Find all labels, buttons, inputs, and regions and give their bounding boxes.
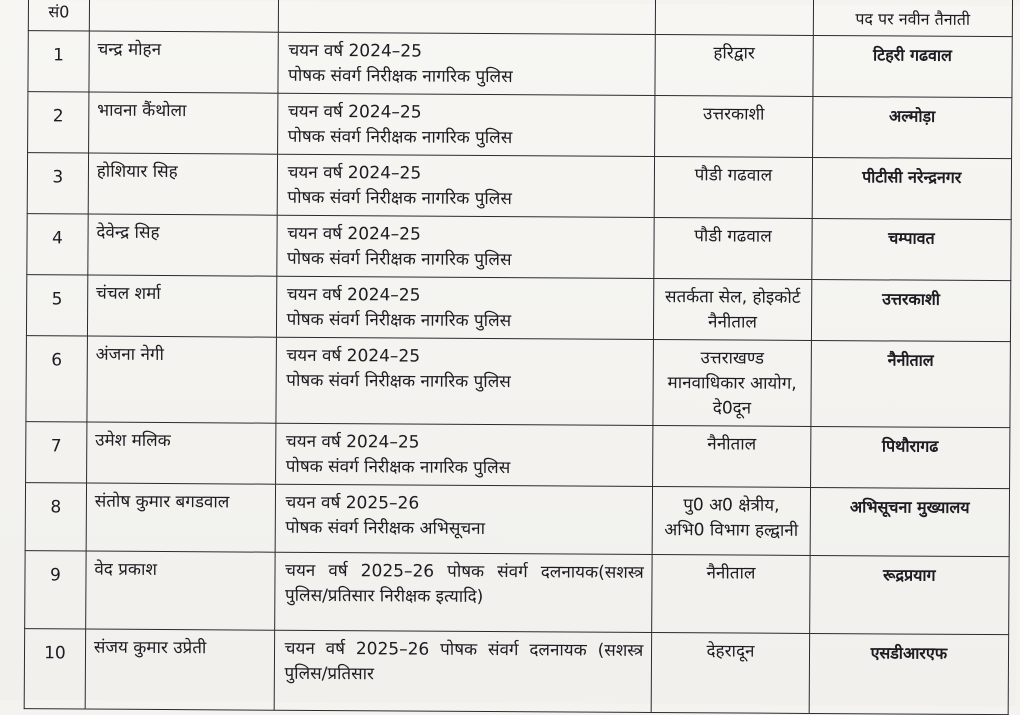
selection-detail	[275, 484, 653, 554]
serial-number: 9	[25, 551, 86, 629]
selection-year: चयन वर्ष 2024–25	[286, 345, 421, 367]
selection-detail	[274, 630, 652, 712]
selection-detail	[276, 215, 654, 278]
header-name	[89, 0, 278, 32]
table-row	[27, 214, 1011, 281]
current-posting: उत्तराखण्ड मानवाधिकार आयोग, दे0दून	[653, 339, 811, 426]
table-row	[25, 483, 1009, 557]
new-posting: अल्मोड़ा	[812, 96, 1012, 158]
table-row	[26, 336, 1011, 428]
header-serial-number: सं0	[28, 0, 89, 31]
new-posting: अभिसूचना मुख्यालय	[810, 487, 1010, 556]
new-posting: रूद्रप्रयाग	[809, 555, 1009, 634]
table-row	[24, 629, 1008, 715]
officer-name: होशियार सिह	[88, 153, 277, 215]
selection-year: चयन वर्ष 2024–25	[286, 284, 421, 306]
new-posting: पिथौरागढ	[810, 426, 1010, 488]
serial-number: 3	[27, 153, 88, 214]
current-posting: पौडी गढवाल	[654, 218, 812, 280]
new-posting: उत्तरकाशी	[811, 279, 1011, 341]
header-current-posting	[656, 0, 814, 35]
feeder-cadre: पोषक संवर्ग निरीक्षक नागरिक पुलिस	[286, 309, 512, 332]
current-posting: सतर्कता सेल, होइकोर्ट नैनीताल	[654, 279, 812, 341]
serial-number: 7	[26, 422, 87, 483]
selection-year: चयन वर्ष 2024–25	[285, 431, 420, 453]
selection-year: चयन वर्ष 2024–25	[287, 223, 421, 245]
feeder-cadre	[284, 687, 643, 689]
selection-year: चयन वर्ष 2024–25	[287, 101, 422, 123]
new-posting: चम्पावत	[811, 218, 1011, 280]
feeder-cadre: पोषक संवर्ग निरीक्षक नागरिक पुलिस	[286, 370, 511, 393]
current-posting: नैनीताल	[653, 425, 811, 487]
feeder-cadre: पोषक संवर्ग निरीक्षक अभिसूचना	[285, 517, 486, 539]
table-row	[26, 422, 1010, 489]
table-row	[28, 31, 1012, 98]
feeder-cadre: पोषक संवर्ग निरीक्षक नागरिक पुलिस	[288, 65, 513, 88]
serial-number: 8	[25, 483, 86, 551]
feeder-cadre: पोषक संवर्ग निरीक्षक नागरिक पुलिस	[287, 187, 512, 210]
selection-detail	[274, 552, 652, 632]
header-new-posting: पद पर नवीन तैनाती	[813, 0, 1013, 37]
posting-table	[24, 0, 1013, 715]
officer-name: अंजना नेगी	[87, 336, 276, 423]
selection-detail	[277, 93, 655, 156]
header-detail	[278, 0, 656, 35]
table-row	[25, 551, 1009, 635]
officer-name: संतोष कुमार बगडवाल	[86, 483, 275, 552]
current-posting: हरिद्वार	[655, 35, 813, 97]
current-posting: पौडी गढवाल	[654, 157, 812, 219]
officer-name: भावना कैंथोला	[88, 92, 277, 154]
serial-number: 1	[28, 31, 89, 92]
officer-name: वेद प्रकाश	[86, 551, 275, 630]
selection-year: चयन वर्ष 2025–26 पोषक संवर्ग दलनायक (सशस्त्र पुलिस/प्रतिसार	[284, 638, 644, 685]
selection-year: चयन वर्ष 2024–25	[288, 40, 422, 62]
selection-detail	[275, 423, 653, 486]
serial-number: 5	[26, 275, 87, 336]
officer-name: चंचल शर्मा	[87, 275, 276, 337]
table-row	[28, 92, 1012, 159]
serial-number: 2	[28, 92, 89, 153]
selection-detail	[276, 276, 654, 339]
current-posting: नैनीताल	[652, 554, 810, 633]
selection-detail	[278, 32, 656, 95]
officer-name: चन्द्र मोहन	[89, 31, 278, 93]
feeder-cadre: पोषक संवर्ग निरीक्षक नागरिक पुलिस	[287, 126, 513, 149]
feeder-cadre	[285, 609, 644, 611]
new-posting: टिहरी गढवाल	[813, 35, 1013, 97]
selection-year: चयन वर्ष 2025–26 पोषक संवर्ग दलनायक(सशस्त्र पुलिस/प्रतिसार निरीक्षक इत्यादि)	[284, 560, 644, 607]
selection-year: चयन वर्ष 2024–25	[287, 162, 422, 184]
selection-detail	[277, 154, 655, 217]
feeder-cadre: पोषक संवर्ग निरीक्षक नागरिक पुलिस	[285, 456, 511, 479]
current-posting: पु0 अ0 क्षेत्रीय, अभि0 विभाग हल्द्वानी	[652, 486, 810, 555]
feeder-cadre: पोषक संवर्ग निरीक्षक नागरिक पुलिस	[287, 248, 512, 271]
officer-name: उमेश मलिक	[86, 422, 275, 484]
new-posting: पीटीसी नरेन्द्रनगर	[812, 157, 1012, 219]
serial-number: 4	[27, 214, 88, 275]
selection-detail	[276, 337, 654, 425]
current-posting: देहरादून	[651, 632, 809, 713]
new-posting: एसडीआरएफ	[809, 633, 1009, 714]
officer-name: संजय कुमार उप्रेती	[85, 629, 274, 710]
current-posting: उत्तरकाशी	[655, 96, 813, 158]
officer-name: देवेन्द्र सिह	[88, 214, 277, 276]
new-posting: नैनीताल	[811, 340, 1011, 427]
serial-number: 10	[24, 629, 85, 709]
table-row	[26, 275, 1010, 342]
table-row	[27, 153, 1011, 220]
serial-number: 6	[26, 336, 87, 422]
selection-year: चयन वर्ष 2025–26	[285, 492, 420, 514]
